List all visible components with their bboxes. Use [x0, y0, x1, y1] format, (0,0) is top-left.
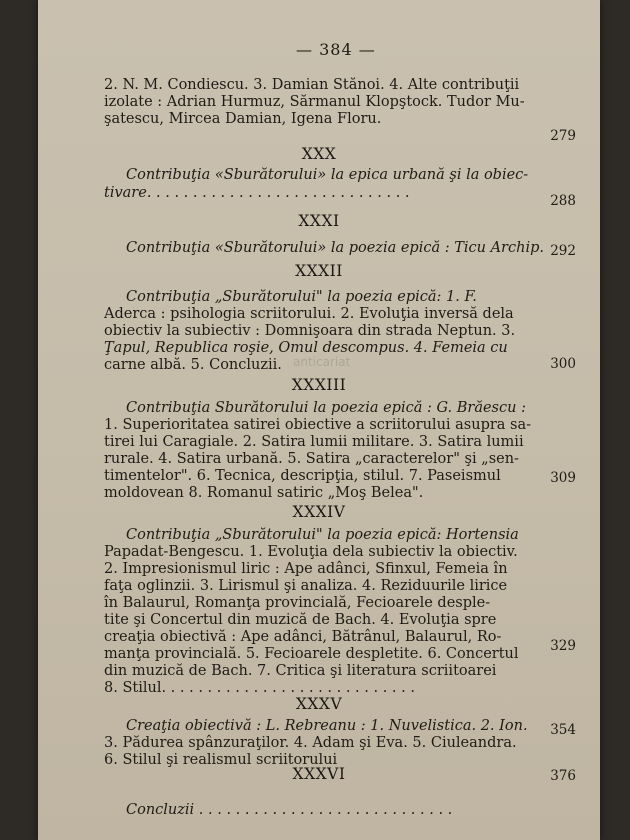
toc-entry-line: creaţia obiectivă : Ape adânci, Bătrânul, Balaurul, Ro-	[104, 629, 502, 645]
toc-entry-line: 2. Impresionismul liric : Ape adânci, Sfinxul, Femeia în	[104, 561, 508, 577]
toc-entry-line: moldovean 8. Romanul satiric „Moş Belea".	[104, 485, 424, 501]
toc-entry-line: Aderca : psihologia scriitorului. 2. Evoluţia inversă dela	[104, 306, 514, 322]
toc-page-number: 292	[550, 243, 576, 259]
toc-entry-line: Contribuţia „Sburătorului" la poezia epică: Hortensia	[126, 527, 519, 543]
chapter-heading: XXXV	[295, 695, 343, 713]
toc-entry-line: 6. Stilul şi realismul scriitorului	[104, 752, 338, 768]
toc-page-number: 329	[550, 638, 576, 654]
toc-entry-line: faţa oglinzii. 3. Lirismul şi analiza. 4. Reziduurile lirice	[104, 578, 508, 594]
toc-page-number: 300	[550, 356, 576, 372]
toc-entry-line: obiectiv la subiectiv : Domnişoara din strada Neptun. 3.	[104, 323, 516, 339]
toc-entry-line: 1. Superioritatea satirei obiective a scriitorului asupra sa-	[104, 417, 532, 433]
book-page	[38, 0, 600, 840]
toc-entry-line: Contribuţia «Sburătorului» la epica urbană şi la obiec-	[126, 167, 529, 183]
chapter-heading: XXXII	[295, 262, 343, 280]
toc-entry-line: Ţapul, Republica roşie, Omul descompus. 4. Femeia cu	[104, 340, 508, 356]
toc-entry-line: 2. N. M. Condiescu. 3. Damian Stănoi. 4. Alte contribuţii	[104, 77, 520, 93]
toc-entry-line: Papadat-Bengescu. 1. Evoluţia dela subiectiv la obiectiv.	[104, 544, 518, 560]
toc-entry-line: tirei lui Caragiale. 2. Satira lumii militare. 3. Satira lumii	[104, 434, 524, 450]
toc-entry-line: manţa provincială. 5. Fecioarele despletite. 6. Concertul	[104, 646, 519, 662]
toc-entry-line: 8. Stilul. . . . . . . . . . . . . . . . . . . . . . . . . . . .	[104, 680, 415, 696]
toc-page-number: 354	[550, 722, 576, 738]
chapter-heading: XXXIV	[292, 503, 346, 521]
toc-entry-line: izolate : Adrian Hurmuz, Sărmanul Klopştock. Tudor Mu-	[104, 94, 525, 110]
toc-page-number: 288	[550, 193, 576, 209]
toc-entry-line: Concluzii . . . . . . . . . . . . . . . . . . . . . . . . . . . .	[126, 802, 453, 818]
toc-page-number: 376	[550, 768, 576, 784]
toc-entry-line: timentelor". 6. Tecnica, descripţia, stilul. 7. Paseismul	[104, 468, 501, 484]
toc-entry-line: carne albă. 5. Concluzii.	[104, 357, 282, 373]
toc-entry-line: în Balaurul, Romanţa provincială, Fecioarele desple-	[104, 595, 491, 611]
toc-entry-line: tivare. . . . . . . . . . . . . . . . . . . . . . . . . . . . .	[104, 185, 410, 201]
toc-entry-line: din muzică de Bach. 7. Critica şi literatura scriitoarei	[104, 663, 497, 679]
page-number: — 384 —	[296, 40, 376, 59]
watermark: anticariat	[293, 355, 351, 369]
toc-entry-line: şatescu, Mircea Damian, Igena Floru.	[104, 111, 382, 127]
toc-entry-line: tite şi Concertul din muzică de Bach. 4. Evoluţia spre	[104, 612, 497, 628]
toc-entry-line: Creaţia obiectivă : L. Rebreanu : 1. Nuvelistica. 2. Ion.	[126, 718, 528, 734]
toc-page-number: 279	[550, 128, 576, 144]
chapter-heading: XXXIII	[291, 376, 347, 394]
toc-page-number: 309	[550, 470, 576, 486]
toc-entry-line: Contribuţia Sburătorului la poezia epică : G. Brăescu :	[126, 400, 526, 416]
chapter-heading: XXX	[301, 145, 337, 163]
toc-entry-line: Contribuţia „Sburătorului" la poezia epică: 1. F.	[126, 289, 477, 305]
chapter-heading: XXXI	[298, 212, 340, 230]
chapter-heading: XXXVI	[292, 765, 346, 783]
toc-entry-line: rurale. 4. Satira urbană. 5. Satira „caracterelor" şi „sen-	[104, 451, 519, 467]
toc-entry-line: 3. Pădurea spânzuraţilor. 4. Adam şi Eva. 5. Ciuleandra.	[104, 735, 517, 751]
toc-entry-line: Contribuţia «Sburătorului» la poezia epică : Ticu Archip.	[126, 240, 544, 256]
